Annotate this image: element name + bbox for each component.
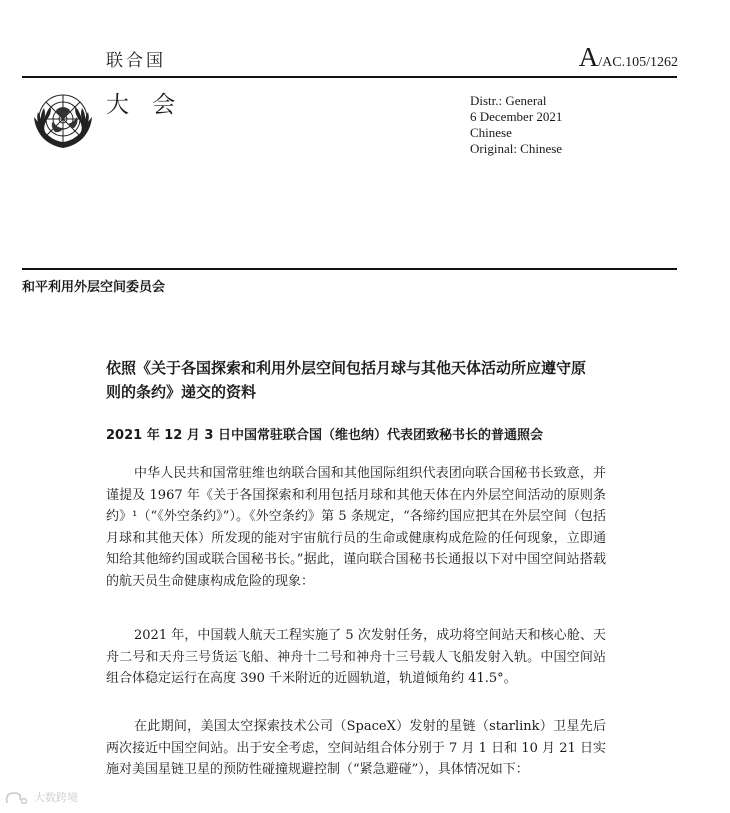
body-paragraph-2: 2021 年，中国载人航天工程实施了 5 次发射任务，成功将空间站天和核心舱、天舟二号和天舟三号货运飞船、神舟十二号和神舟十三号载人飞船发射入轨。中国空间站组合体稳定运行在高度 390 千米附近的近圆轨道，轨道倾角约 41.5°。 [106,628,606,686]
original-language: Original: Chinese [470,141,563,156]
document-symbol-number: /AC.105/1262 [598,55,678,70]
distribution-type: Distr.: General [470,93,547,108]
document-symbol-prefix: A [578,42,599,72]
note-verbale-subtitle: 2021 年 12 月 3 日中国常驻联合国（维也纳）代表团致秘书长的普通照会 [106,428,543,443]
document-date: 6 December 2021 [470,109,563,124]
un-emblem-icon [26,82,100,156]
committee-name: 和平利用外层空间委员会 [22,280,166,295]
header-rule [22,76,677,78]
document-language: Chinese [470,125,512,140]
assembly-name: 大 会 [106,92,184,118]
distribution-block [470,93,562,157]
watermark-text: 大数跨境 [34,791,78,804]
watermark [4,790,96,806]
org-name: 联合国 [106,51,166,71]
committee-rule [22,268,677,270]
document-symbol [579,42,678,73]
document-title: 依照《关于各国探索和利用外层空间包括月球与其他天体活动所应遵守原则的条约》递交的资料 [106,359,587,401]
body-paragraph-3: 在此期间，美国太空探索技术公司（SpaceX）发射的星链（starlink）卫星先后两次接近中国空间站。出于安全考虑，空间站组合体分别于 7 月 1 日和 10 月 21 日实施对美国星链卫星的预防性碰撞规避控制（“紧急避碰”），具体情况如下： [106,719,606,777]
body-paragraph-1: 中华人民共和国常驻维也纳联合国和其他国际组织代表团向联合国秘书长致意，并谨提及 1967 年《关于各国探索和利用包括月球和其他天体在内外层空间活动的原则条约》¹（“《外空条约》”）。《外空条约》第 5 条规定，“各缔约国应把其在外层空间（包括月球和其他天体）所发现的能对宇宙航行员的生命或健康构成危险的任何现象，立即通知给其他缔约国或联合国秘书长。”据此，谨向联合国秘书长通报以下对中国空间站搭载的航天员生命健康构成危险的现象： [106,466,606,589]
watermark-logo-icon [4,791,30,805]
